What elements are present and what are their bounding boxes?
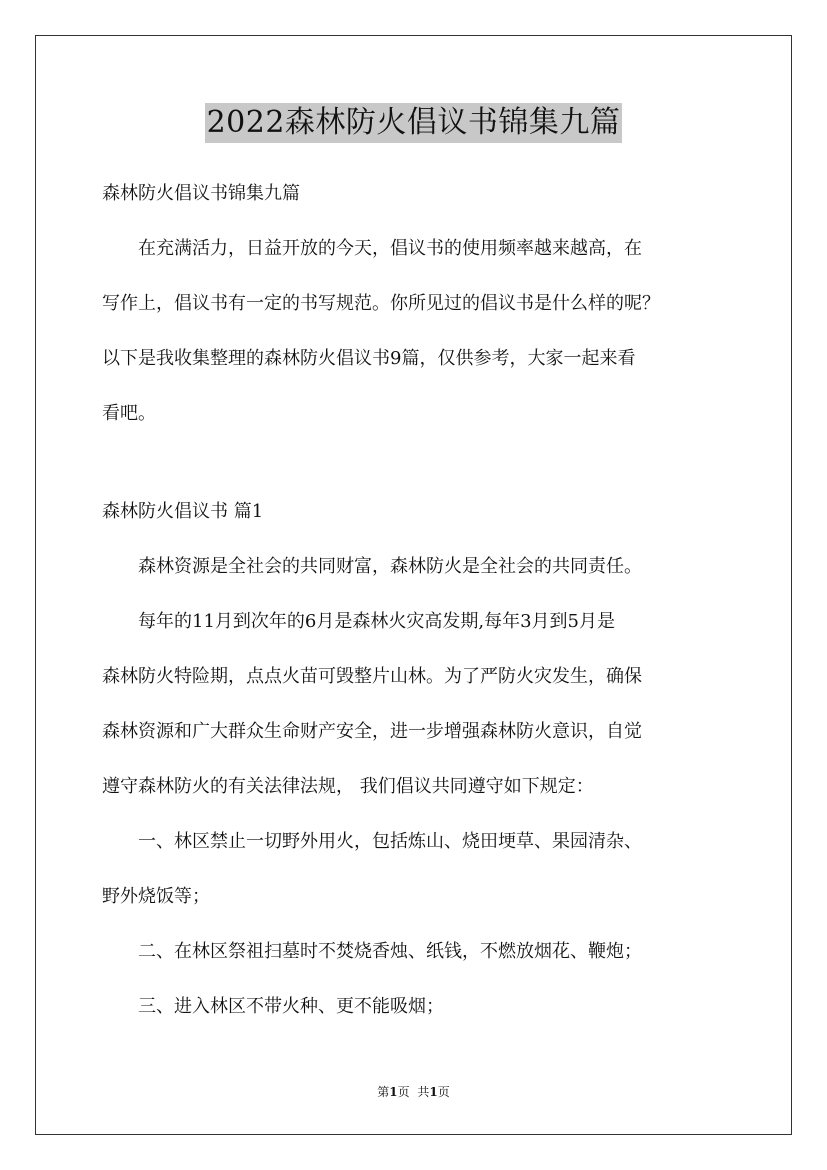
- text-line: 三、进入林区不带火种、更不能吸烟；: [102, 996, 444, 1017]
- page-footer: [0, 1084, 827, 1100]
- text-line: 二、在林区祭祖扫墓时不焚烧香烛、纸钱，不燃放烟花、鞭炮；: [102, 941, 642, 962]
- total-prefix: 共: [417, 1085, 430, 1099]
- text-line: 遵守森林防火的有关法律法规， 我们倡议共同遵守如下规定：: [102, 776, 594, 797]
- page-number: 1: [389, 1085, 398, 1099]
- text-line: 野外烧饭等；: [102, 886, 210, 907]
- total-pages: 1: [429, 1085, 438, 1099]
- title-wrap: [0, 103, 827, 143]
- text-line: 森林防火特险期，点点火苗可毁整片山林。为了严防火灾发生，确保: [102, 666, 642, 687]
- text-line: 一、林区禁止一切野外用火，包括炼山、烧田埂草、果园清杂、: [102, 831, 642, 852]
- text-line: 森林资源是全社会的共同财富，森林防火是全社会的共同责任。: [102, 556, 642, 577]
- page-suffix: 页: [397, 1085, 410, 1099]
- document-title: 2022森林防火倡议书锦集九篇: [205, 103, 623, 143]
- section-heading: 森林防火倡议书 篇1: [102, 501, 264, 522]
- text-line: 森林资源和广大群众生命财产安全，进一步增强森林防火意识，自觉: [102, 721, 642, 742]
- text-line: 看吧。: [102, 403, 156, 424]
- total-suffix: 页: [437, 1085, 450, 1099]
- page-prefix: 第: [377, 1085, 390, 1099]
- text-line: 在充满活力，日益开放的今天，倡议书的使用频率越来越高，在: [102, 238, 642, 259]
- document-body: [102, 176, 730, 1025]
- text-line: 每年的11月到次年的6月是森林火灾高发期,每年3月到5月是: [102, 611, 615, 632]
- text-line: 写作上，倡议书有一定的书写规范。你所见过的倡议书是什么样的呢？: [102, 293, 660, 314]
- text-line: 以下是我收集整理的森林防火倡议书9篇，仅供参考，大家一起来看: [102, 348, 636, 369]
- subtitle-line: 森林防火倡议书锦集九篇: [102, 183, 300, 204]
